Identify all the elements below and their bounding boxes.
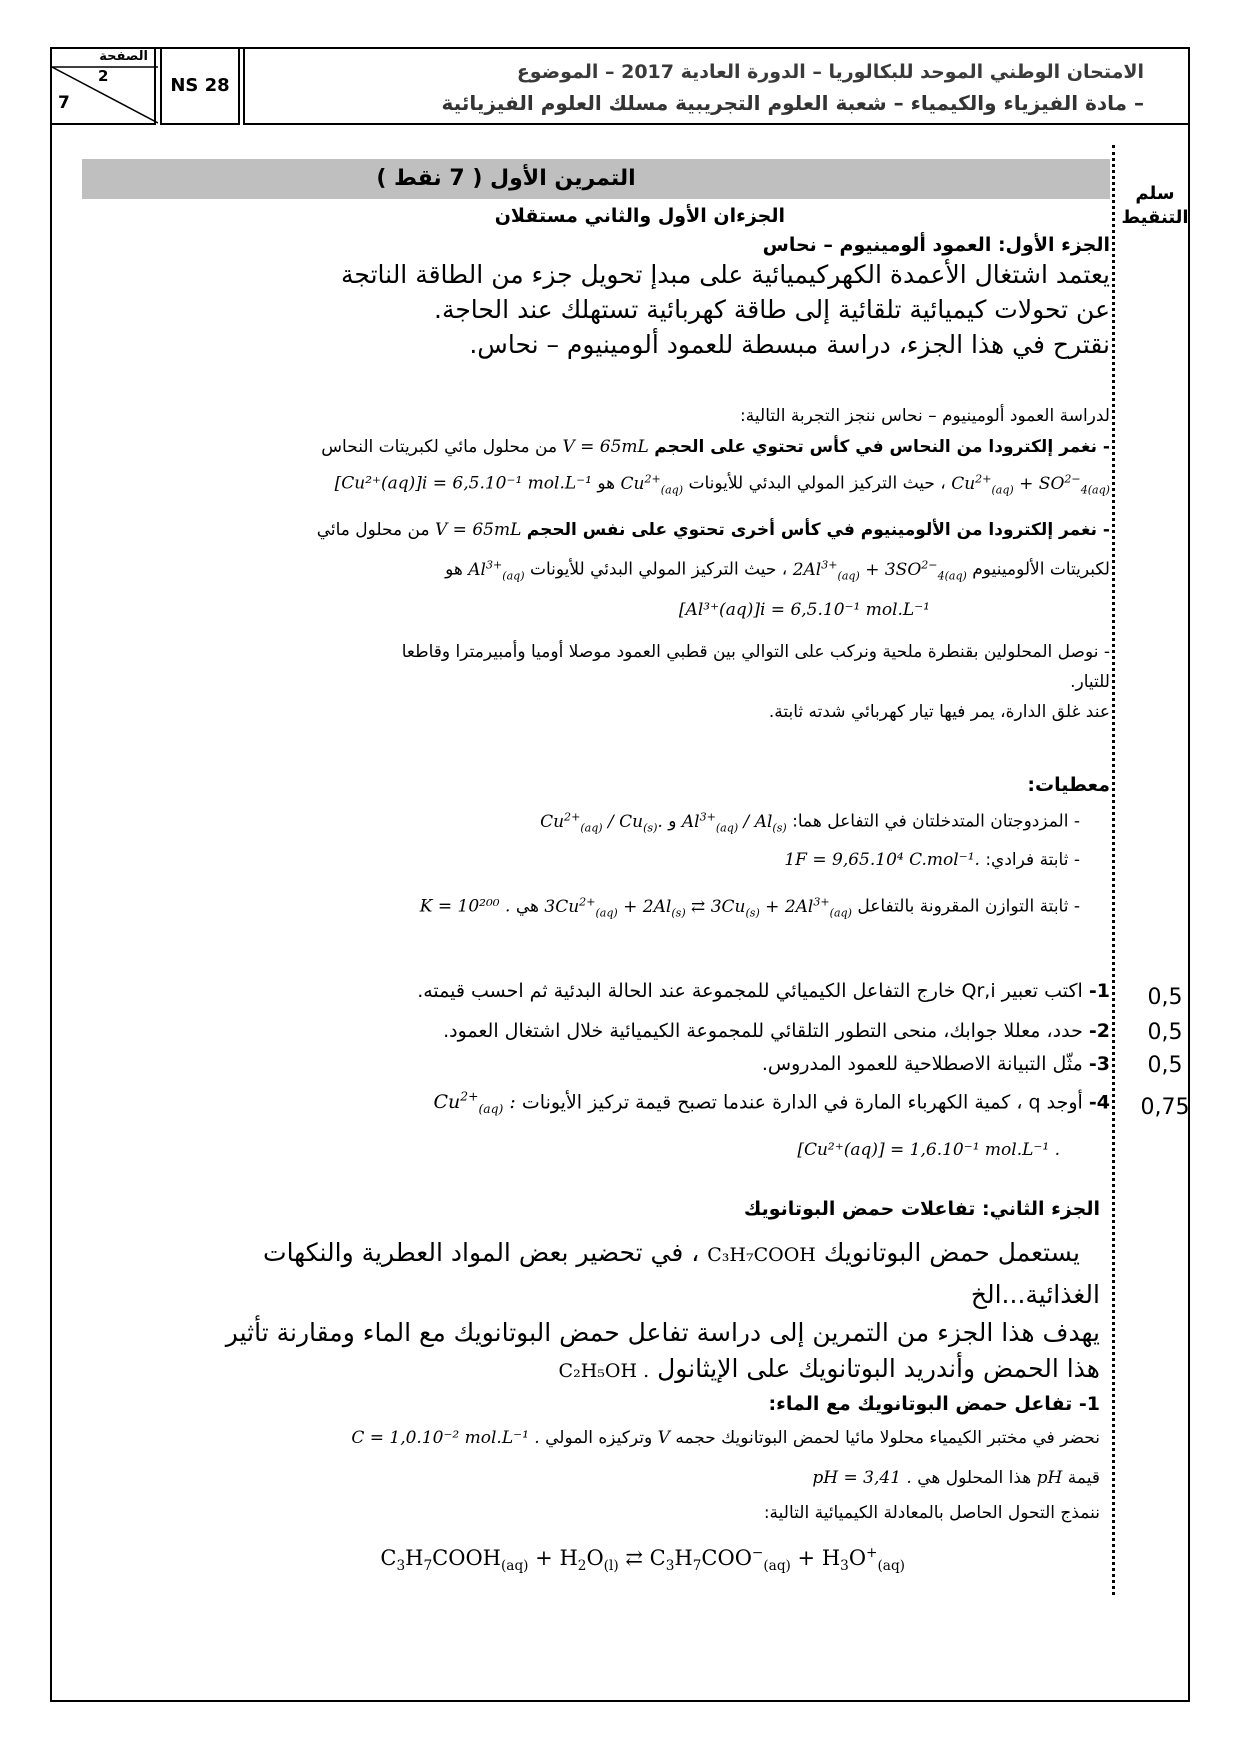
subsection-1-heading: 1- تفاعل حمض البوتانويك مع الماء: bbox=[768, 1393, 1100, 1415]
part1-heading: الجزء الأول: العمود ألومينيوم – نحاس bbox=[762, 234, 1110, 256]
exam-title-box bbox=[243, 47, 1190, 125]
data-couples bbox=[540, 810, 1080, 834]
ph-value: pH = 3,41 . bbox=[812, 1468, 912, 1488]
question-3-number: 3- bbox=[1088, 1053, 1110, 1075]
sub1-text-a: نحضر في مختبر الكيمياء محلولا مائيا لحمض البوتانويك حجمه bbox=[675, 1428, 1100, 1448]
step1-text-c: ، حيث التركيز المولي البدئي للأيونات bbox=[688, 473, 946, 494]
ph-symbol: pH bbox=[1036, 1468, 1063, 1488]
step2-text-d: ، حيث التركيز المولي البدئي للأيونات bbox=[529, 559, 788, 580]
question-2-score: 0,5 bbox=[1147, 1020, 1183, 1045]
part2-intro-line4 bbox=[559, 1354, 1100, 1383]
exam-code: NS 28 bbox=[160, 47, 240, 125]
data3-label: - ثابتة التوازن المقرونة بالتفاعل bbox=[857, 896, 1080, 917]
cu-ion: $Cu^{2+}_{(aq)}$ bbox=[620, 472, 684, 497]
acid-concentration: C = 1,0.10⁻² mol.L⁻¹ . bbox=[351, 1428, 540, 1448]
volume-symbol: V bbox=[657, 1428, 670, 1448]
circuit-closing: عند غلق الدارة، يمر فيها تيار كهربائي شدته ثابتة. bbox=[768, 702, 1110, 722]
part2-heading: الجزء الثاني: تفاعلات حمض البوتانويك bbox=[743, 1198, 1100, 1220]
modeling-line: ننمذج التحول الحاصل بالمعادلة الكيميائية التالية: bbox=[763, 1503, 1100, 1523]
step1-line2 bbox=[335, 472, 1110, 496]
exam-title-line2: – مادة الفيزياء والكيمياء – شعبة العلوم التجريبية مسلك العلوم الفيزيائية bbox=[441, 91, 1144, 115]
question-3 bbox=[762, 1053, 1110, 1075]
experiment-intro: لدراسة العمود ألومينيوم – نحاس ننجز التجربة التالية: bbox=[740, 406, 1110, 426]
step1-text-d: هو bbox=[597, 473, 616, 494]
step3-line1: - نوصل المحلولين بقنطرة ملحية ونركب على التوالي بين قطبي العمود موصلا أوميا وأمبيرمترا وقاطعا bbox=[401, 642, 1110, 662]
page-label: الصفحة bbox=[99, 49, 148, 64]
step1-line1 bbox=[321, 437, 1110, 457]
q4-cu-ion: $Cu^{2+}_{(aq)}$ : bbox=[433, 1090, 516, 1117]
data-equilibrium bbox=[420, 895, 1080, 919]
al-ion: $Al^{3+}_{(aq)}$ bbox=[468, 558, 525, 583]
al-initial-conc: [Al³⁺(aq)]i = 6,5.10⁻¹ mol.L⁻¹ bbox=[678, 600, 930, 620]
ethanol-formula: C₂H₅OH . bbox=[558, 1360, 650, 1382]
step2-text-b: من محلول مائي bbox=[316, 520, 430, 540]
page-number: 2 bbox=[98, 67, 109, 85]
question-4 bbox=[434, 1090, 1111, 1116]
data1-label: - المزدوجتان المتدخلتان في التفاعل هما: bbox=[792, 811, 1080, 832]
page-number-box bbox=[50, 47, 156, 125]
faraday-value: 1F = 9,65.10⁴ C.mol⁻¹. bbox=[784, 850, 980, 870]
step1-volume: V = 65mL bbox=[562, 437, 649, 457]
part2-intro-3a: هذا الحمض وأندريد البوتانويك على الإيثانول bbox=[657, 1354, 1100, 1383]
step3-line2: للتيار. bbox=[1070, 672, 1110, 692]
question-1-score: 0,5 bbox=[1147, 985, 1183, 1010]
page-total: 7 bbox=[58, 93, 70, 113]
ph-line bbox=[812, 1468, 1100, 1488]
exam-header bbox=[50, 47, 1190, 125]
question-2-number: 2- bbox=[1088, 1020, 1110, 1042]
data3-is: هي bbox=[515, 896, 539, 917]
scoring-scale-label: سلم التنقيط bbox=[1121, 183, 1189, 228]
q4-target-conc: [Cu²⁺(aq)] = 1,6.10⁻¹ mol.L⁻¹ . bbox=[797, 1140, 1060, 1160]
part2-intro-1b: ، في تحضير بعض المواد العطرية والنكهات bbox=[263, 1238, 700, 1267]
step2-text-c: لكبريتات الألومينيوم bbox=[972, 559, 1110, 580]
sub1-line2-b: هذا المحلول هي bbox=[917, 1468, 1032, 1488]
question-4-score: 0,75 bbox=[1140, 1095, 1190, 1120]
solution-prep-line bbox=[351, 1428, 1100, 1448]
step2-line3 bbox=[679, 600, 930, 620]
reaction-equation: $3Cu^{2+}_{(aq)} + 2Al_{(s)}$ ⇄ $3Cu_{(s)} + 2Al^{3+}_{(aq)}$ bbox=[544, 895, 852, 920]
data2-label: - ثابتة فرادي: bbox=[985, 850, 1080, 870]
sub1-text-b: وتركيزه المولي bbox=[545, 1428, 653, 1448]
butanoic-acid-formula: C₃H₇COOH bbox=[707, 1244, 816, 1266]
butanoic-equation: $C_3H_7COOH_{(aq)} + H_2O_{(l)}$ ⇄ $C_3H_7COO^-_{(aq)} + H_3O^+_{(aq)}$ bbox=[380, 1545, 905, 1575]
question-1-text: اكتب تعبير Qr,i خارج التفاعل الكيميائي للمجموعة عند الحالة البدئية ثم احسب قيمته. bbox=[417, 980, 1083, 1002]
part2-intro-1a: يستعمل حمض البوتانويك bbox=[823, 1238, 1080, 1267]
part2-intro-line1 bbox=[263, 1238, 1080, 1267]
exercise-title: التمرين الأول ( 7 نقط ) bbox=[82, 159, 1110, 199]
step2-text-a: - نغمر إلكترودا من الألومينيوم في كأس أخرى تحتوي على نفس الحجم bbox=[526, 520, 1110, 540]
question-3-text: مثّل التبيانة الاصطلاحية للعمود المدروس. bbox=[761, 1053, 1083, 1075]
cu-initial-conc: [Cu²⁺(aq)]i = 6,5.10⁻¹ mol.L⁻¹ bbox=[334, 473, 592, 494]
question-4-text: أوجد q ، كمية الكهرباء المارة في الدارة عندما تصبح قيمة تركيز الأيونات bbox=[521, 1091, 1083, 1114]
step1-text-a: - نغمر إلكترودا من النحاس في كأس تحتوي على الحجم bbox=[654, 437, 1110, 457]
cu-couple: $Cu^{2+}_{(aq)} / Cu_{(s)}$. bbox=[540, 810, 663, 835]
margin-separator bbox=[1112, 145, 1115, 1595]
part1-intro-line1: يعتمد اشتغال الأعمدة الكهركيميائية على مبدإ تحويل جزء من الطاقة الناتجة bbox=[341, 260, 1110, 289]
question-4-number: 4- bbox=[1088, 1091, 1110, 1114]
step2-volume: V = 65mL bbox=[435, 520, 522, 540]
al2so43-formula: $2Al^{3+}_{(aq)} + 3SO^{2-}_{4(aq)}$ bbox=[792, 558, 967, 583]
sub1-line2-a: قيمة bbox=[1067, 1468, 1100, 1488]
acid-water-equation bbox=[380, 1545, 905, 1574]
question-1-number: 1- bbox=[1088, 980, 1110, 1002]
step1-text-b: من محلول مائي لكبريتات النحاس bbox=[321, 437, 558, 457]
exercise-subtitle: الجزءان الأول والثاني مستقلان bbox=[494, 205, 785, 227]
al-couple: $Al^{3+}_{(aq)} / Al_{(s)}$ bbox=[681, 810, 787, 835]
part1-intro-line3: نقترح في هذا الجزء، دراسة مبسطة للعمود ألومينيوم – نحاس. bbox=[469, 330, 1110, 359]
step2-line2 bbox=[445, 558, 1110, 582]
step2-line1 bbox=[317, 520, 1110, 540]
data-faraday bbox=[784, 850, 1080, 870]
question-3-score: 0,5 bbox=[1147, 1053, 1183, 1078]
part2-intro-line2: الغذائية...الخ bbox=[970, 1280, 1100, 1309]
cuso4-formula: $Cu^{2+}_{(aq)} + SO^{2-}_{4(aq)}$ bbox=[951, 472, 1110, 497]
exam-title-line1: الامتحان الوطني الموحد للبكالوريا – الدورة العادية 2017 – الموضوع bbox=[516, 61, 1144, 83]
question-1 bbox=[417, 980, 1110, 1002]
question-2-text: حدد، معللا جوابك، منحى التطور التلقائي للمجموعة الكيميائية خلال اشتغال العمود. bbox=[443, 1020, 1083, 1042]
data-heading: معطيات: bbox=[1027, 774, 1110, 796]
question-2 bbox=[443, 1020, 1110, 1042]
equilibrium-constant: K = 10²⁰⁰ . bbox=[419, 896, 511, 917]
data1-and: و bbox=[668, 811, 677, 832]
question-4-value bbox=[797, 1140, 1060, 1160]
step2-text-e: هو bbox=[445, 559, 463, 580]
part1-intro-line2: عن تحولات كيميائية تلقائية إلى طاقة كهربائية تستهلك عند الحاجة. bbox=[434, 295, 1110, 324]
part2-intro-line3: يهدف هذا الجزء من التمرين إلى دراسة تفاعل حمض البوتانويك مع الماء ومقارنة تأثير bbox=[225, 1318, 1100, 1347]
